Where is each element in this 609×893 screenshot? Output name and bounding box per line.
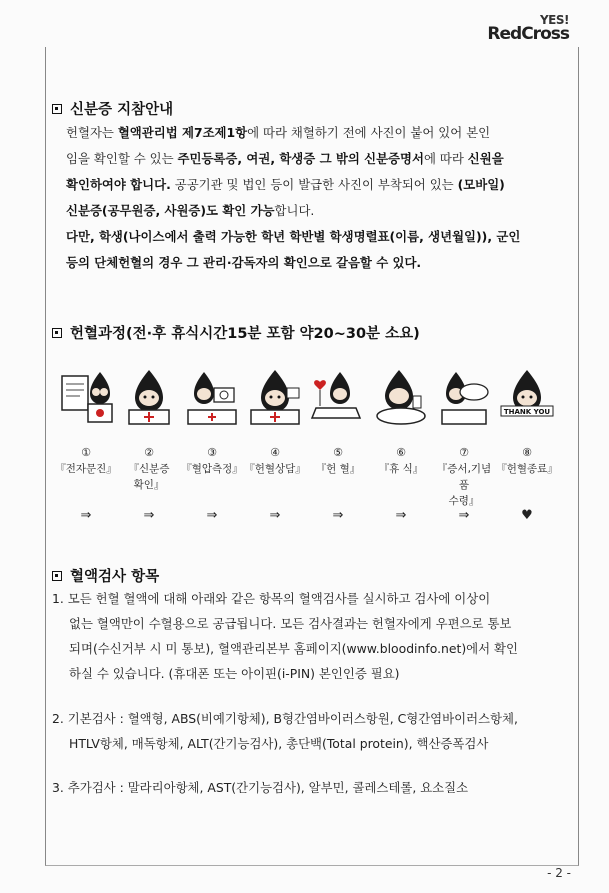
redcross-logo bbox=[487, 14, 569, 43]
step-number: ⑤ bbox=[333, 446, 343, 459]
tests-item-3 bbox=[52, 775, 562, 800]
section-tests-title bbox=[52, 565, 159, 586]
step-label bbox=[495, 461, 559, 477]
logo-line2: RedCross bbox=[487, 24, 569, 44]
section-id-title-text: 신분증 지참안내 bbox=[70, 102, 174, 118]
tests-item-1-line: 1. 모든 헌혈 혈액에 대해 아래와 같은 항목의 혈액검사를 실시하고 검사에 이상이 bbox=[52, 591, 491, 606]
logo-line1: YES! bbox=[539, 13, 569, 27]
step-label bbox=[369, 461, 433, 477]
step-number: ⑧ bbox=[522, 446, 532, 459]
rest-icon bbox=[373, 366, 429, 430]
id-line-6 bbox=[66, 250, 558, 276]
step-arrow: ⇒ bbox=[458, 508, 470, 523]
text-run-bold: 신분증(공무원증, 사원증)도 확인 가능 bbox=[66, 203, 275, 218]
step-number: ② bbox=[144, 446, 154, 459]
id-line-4 bbox=[66, 198, 558, 224]
text-run-bold: 신원을 bbox=[467, 151, 504, 166]
step-label-line1: 『휴 식』 bbox=[378, 463, 424, 475]
step-label-line1: 『증서,기념품 bbox=[436, 463, 492, 491]
step-label bbox=[180, 461, 244, 477]
section-id-body bbox=[66, 120, 558, 276]
electronic-questionnaire-icon bbox=[58, 366, 114, 430]
text-run: 임을 확인할 수 있는 bbox=[66, 151, 178, 166]
step-blood-donation bbox=[306, 366, 370, 477]
square-bullet-icon bbox=[52, 328, 62, 338]
step-number: ⑦ bbox=[459, 446, 469, 459]
consultation-icon bbox=[247, 366, 303, 430]
id-line-5 bbox=[66, 224, 558, 250]
step-number: ① bbox=[81, 446, 91, 459]
section-process-title-text: 헌혈과정(전·후 휴식시간15분 포함 약20~30분 소요) bbox=[70, 326, 420, 342]
step-label bbox=[306, 461, 370, 477]
step-consultation bbox=[243, 366, 307, 477]
step-heart: ♥ bbox=[521, 508, 533, 523]
step-label bbox=[243, 461, 307, 477]
tests-item-1-line: 되며(수신거부 시 미 통보), 혈액관리본부 홈페이지(www.bloodinfo.net)에서 확인 bbox=[69, 641, 519, 656]
text-run-bold: 주민등록증, 여권, 학생증 그 밖의 신분증명서 bbox=[177, 151, 424, 166]
step-label bbox=[54, 461, 118, 477]
text-run: 합니다. bbox=[274, 203, 315, 218]
step-certificate-gift bbox=[432, 366, 496, 509]
step-arrow: ⇒ bbox=[206, 508, 218, 523]
square-bullet-icon bbox=[52, 571, 62, 581]
section-id-title bbox=[52, 98, 173, 119]
step-label-line1: 『헌혈상담』 bbox=[244, 463, 306, 475]
step-number: ③ bbox=[207, 446, 217, 459]
tests-item-2 bbox=[52, 706, 562, 756]
id-line-1 bbox=[66, 120, 558, 146]
blood-pressure-icon bbox=[184, 366, 240, 430]
step-arrow: ⇒ bbox=[332, 508, 344, 523]
square-bullet-icon bbox=[52, 104, 62, 114]
step-donation-end bbox=[495, 366, 559, 477]
section-process-title bbox=[52, 322, 420, 343]
page-number: - 2 - bbox=[547, 866, 571, 880]
step-number: ⑥ bbox=[396, 446, 406, 459]
step-blood-pressure bbox=[180, 366, 244, 477]
certificate-gift-icon bbox=[436, 366, 492, 430]
text-run-bold: (모바일) bbox=[457, 177, 505, 192]
blood-donation-icon bbox=[310, 366, 366, 430]
thank-you-icon bbox=[499, 366, 555, 430]
text-run: 에 따라 bbox=[423, 151, 468, 166]
step-id-check bbox=[117, 366, 181, 493]
text-run-bold: 등의 단체헌혈의 경우 그 관리·감독자의 확인으로 갈음할 수 있다. bbox=[66, 255, 422, 270]
tests-item-2-line: HTLV항체, 매독항체, ALT(간기능검사), 총단백(Total protein), 핵산증폭검사 bbox=[69, 736, 489, 751]
id-line-2 bbox=[66, 146, 558, 172]
text-run-bold: 다만, 학생(나이스에서 출력 가능한 학년 학반별 학생명렬표(이름, 생년월일)), 군인 bbox=[66, 229, 521, 244]
step-label-line1: 『신분증 bbox=[128, 463, 170, 475]
tests-item-1-line: 없는 혈액만이 수혈용으로 공급됩니다. 모든 검사결과는 헌혈자에게 우편으로 통보 bbox=[69, 616, 512, 631]
step-label-line1: 『헌 혈』 bbox=[315, 463, 361, 475]
step-arrow: ⇒ bbox=[80, 508, 92, 523]
tests-item-1 bbox=[52, 586, 562, 686]
step-label-line2: 확인』 bbox=[133, 479, 165, 491]
tests-item-2-line: 2. 기본검사 : 혈액형, ABS(비예기항체), B형간염바이러스항원, C형간염바이러스항체, bbox=[52, 711, 518, 726]
text-run-bold: 확인하여야 합니다. bbox=[66, 177, 171, 192]
step-label bbox=[117, 461, 181, 493]
step-electronic-questionnaire bbox=[54, 366, 118, 477]
tests-item-3-line: 3. 추가검사 : 말라리아항체, AST(간기능검사), 알부민, 콜레스테롤, 요소질소 bbox=[52, 780, 469, 795]
step-label-line2: 수령』 bbox=[448, 495, 480, 507]
thank-you-text: THANK YOU bbox=[503, 408, 551, 416]
step-arrow: ⇒ bbox=[395, 508, 407, 523]
tests-item-1-line: 하실 수 있습니다. (휴대폰 또는 아이핀(i-PIN) 본인인증 필요) bbox=[69, 666, 400, 681]
step-number: ④ bbox=[270, 446, 280, 459]
step-label-line1: 『전자문진』 bbox=[55, 463, 117, 475]
donation-steps bbox=[54, 366, 564, 536]
step-label bbox=[432, 461, 496, 509]
text-run: 에 따라 채혈하기 전에 사진이 붙어 있어 본인 bbox=[247, 125, 491, 140]
text-run: 공공기관 및 법인 등이 발급한 사진이 부착되어 있는 bbox=[170, 177, 458, 192]
step-arrow: ⇒ bbox=[269, 508, 281, 523]
step-label-line1: 『헌혈종료』 bbox=[496, 463, 558, 475]
id-line-3 bbox=[66, 172, 558, 198]
id-check-icon bbox=[121, 366, 177, 430]
step-label-line1: 『혈압측정』 bbox=[181, 463, 243, 475]
text-run-bold: 혈액관리법 제7조제1항 bbox=[117, 125, 248, 140]
section-tests-title-text: 혈액검사 항목 bbox=[70, 569, 160, 585]
step-arrow: ⇒ bbox=[143, 508, 155, 523]
step-rest bbox=[369, 366, 433, 477]
text-run: 헌혈자는 bbox=[66, 125, 118, 140]
